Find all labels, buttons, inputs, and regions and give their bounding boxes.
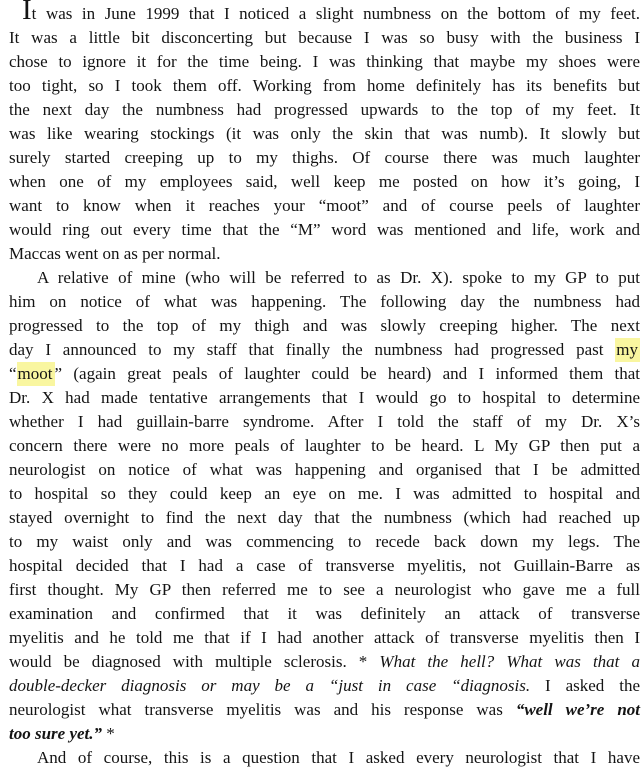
text-line [9,146,640,170]
text-segment: concern there were no more peals of laughter to be heard. L My GP then put a [9,436,640,455]
text-line [9,530,640,554]
text-line [9,674,640,698]
text-segment: And of course, this is a question that I asked every neurologist that I have [37,748,640,767]
text-segment: was like wearing stockings (it was only the skin that was numb). It slowly but [9,124,640,143]
text-segment: would be diagnosed with multiple sclerosis. * [9,652,380,671]
text-segment: him on notice of what was happening. The following day the numbness had [9,292,640,311]
text-segment: when one of my employees said, well keep me posted on how it’s going, I [9,172,640,191]
text-line [9,722,640,746]
text-segment: neurologist what transverse myelitis was and his response was [9,700,516,719]
text-line [9,50,640,74]
text-segment: to hospital so they could keep an eye on me. I was admitted to hospital and [9,484,640,503]
text-segment: I asked the [530,676,640,695]
text-line [9,218,640,242]
text-segment: neurologist on notice of what was happening and organised that I be admitted [9,460,640,479]
text-segment: whether I had guillain-barre syndrome. After I told the staff of my Dr. X’s [9,412,640,431]
text-line [9,242,640,266]
text-segment: progressed to the top of my thigh and was slowly creeping higher. The next [9,316,640,335]
text-segment: * [102,724,115,743]
text-segment: too sure yet.” [9,724,103,743]
text-line [9,170,640,194]
text-line [9,290,640,314]
text-segment: hospital decided that I had a case of transverse myelitis, not Guillain-Barre as [9,556,640,575]
text-segment: What the hell? What was that a [379,652,641,671]
highlighted-text: moot [17,362,55,386]
text-line [9,602,640,626]
text-segment: to my waist only and was commencing to recede back down my legs. The [9,532,640,551]
text-segment: ” (again great peals of laughter could be heard) and I informed them that [54,364,640,383]
text-segment: A relative of mine (who will be referred to as Dr. X). spoke to my GP to put [37,268,640,287]
text-segment: first thought. My GP then referred me to see a neurologist who gave me a full [9,580,640,599]
text-line [9,482,640,506]
text-line [9,698,640,722]
text-segment: would ring out every time that the “M” word was mentioned and life, work and [9,220,640,239]
text-line [9,410,640,434]
text-line [9,626,640,650]
text-line [9,458,640,482]
text-line [9,2,640,26]
text-segment: Dr. X had made tentative arrangements that I would go to hospital to determine [9,388,640,407]
text-segment: the next day the numbness had progressed upwards to the top of my feet. It [9,100,640,119]
text-segment: surely started creeping up to my thighs. Of course there was much laughter [9,148,640,167]
text-line [9,386,640,410]
text-line [9,98,640,122]
text-segment: stayed overnight to find the next day that the numbness (which had reached up [9,508,640,527]
initial-capital: I [22,0,32,26]
text-line [9,578,640,602]
text-line [9,554,640,578]
text-line [9,434,640,458]
text-line [9,650,640,674]
text-segment: t was in June 1999 that I noticed a slight numbness on the bottom of my feet. [31,4,640,23]
text-line [9,266,640,290]
text-segment: It was a little bit disconcerting but because I was so busy with the business I [9,28,640,47]
text-segment: “ [9,364,17,383]
text-segment: want to know when it reaches your “moot” and of course peels of laughter [9,196,640,215]
text-segment: day I announced to my staff that finally the numbness had progressed past [9,340,616,359]
text-line [9,74,640,98]
text-line [9,314,640,338]
text-line [9,506,640,530]
text-segment: Maccas went on as per normal. [9,244,221,263]
text-segment: chose to ignore it for the time being. I was thinking that maybe my shoes were [9,52,640,71]
text-line [9,338,640,362]
text-segment: “well we’re not [515,700,640,719]
text-line [9,26,640,50]
text-line [9,122,640,146]
highlighted-text: my [615,338,640,362]
text-line [9,194,640,218]
text-segment: too tight, so I took them off. Working from home definitely has its benefits but [9,76,640,95]
text-segment: double-decker diagnosis or may be a “just in case “diagnosis. [9,676,531,695]
text-line [9,362,640,386]
text-line [9,746,640,770]
text-segment: examination and confirmed that it was definitely an attack of transverse [9,604,640,623]
text-segment: myelitis and he told me that if I had another attack of transverse myelitis then I [9,628,640,647]
